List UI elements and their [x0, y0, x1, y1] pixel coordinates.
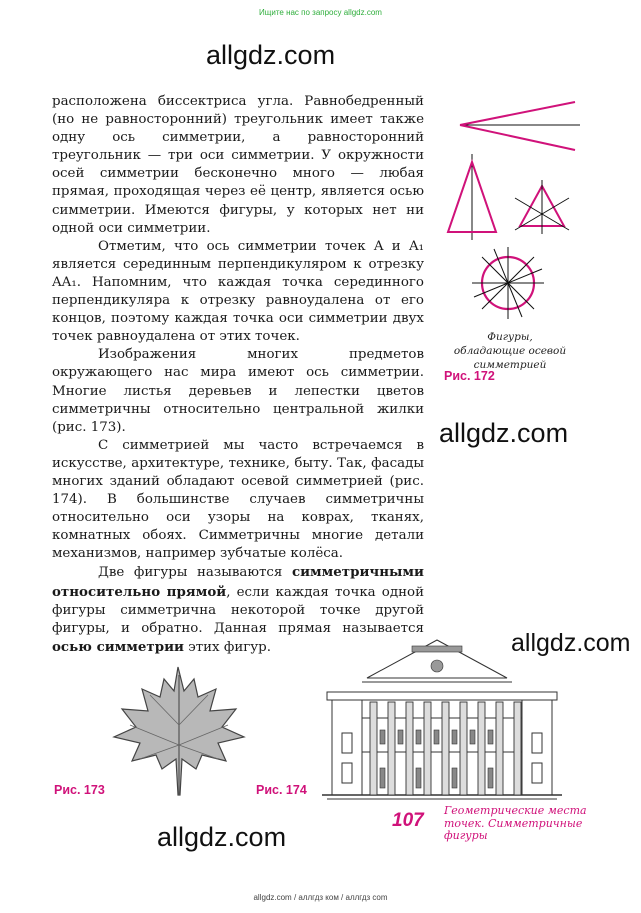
figure-label: Рис. 174 [256, 783, 307, 797]
figure-label: Рис. 172 [444, 369, 495, 383]
text-run: этих фигур. [183, 639, 271, 655]
term: осью симметрии [52, 638, 184, 655]
main-text [52, 93, 424, 657]
paragraph: Отметим, что ось симметрии точек A и A₁ является серединным перпендикуляром к отрезку AA₁. Напомним, что каждая точка серединного перпендикуляра к отрезку равноудалена от его концов, поэтому каждая точка оси симметрии двух точек равноудалена от этих точек. [52, 238, 424, 345]
watermark: allgdz.com [439, 418, 569, 448]
running-title: Геометрические места точек. Симметричные фигуры [444, 804, 587, 842]
watermark: allgdz.com [206, 40, 336, 70]
text-run: Две фигуры называются [98, 565, 292, 581]
isosceles-triangle-figure [440, 152, 510, 242]
figure-caption: Фигуры, обладающие осевой симметрией [453, 331, 567, 371]
maple-leaf-image [110, 665, 250, 800]
figure-label: Рис. 173 [54, 783, 105, 797]
page-number: 107 [392, 810, 424, 831]
angle-bisector-figure [440, 98, 590, 158]
paragraph: расположена биссектриса угла. Равнобедренный (но не равносторонний) треугольник имеет также одну ось симметрии, а равносторонний треугольник — три оси симметрии. У окружности осей симметрии бесконечно много — любая прямая, проходящая через её центр, является осью симметрии. Имеются фигуры, у которых нет ни одной оси симметрии. [52, 94, 424, 236]
term: симметричными относительно прямой [52, 564, 424, 600]
bottom-note: allgdz.com / аллгдз ком / аллгдз com [253, 893, 388, 902]
watermark: allgdz.com [157, 822, 287, 852]
top-note: Ищите нас по запросу allgdz.com [259, 8, 382, 17]
building-facade-image [322, 638, 562, 803]
watermark: allgdz.com [511, 629, 631, 657]
circle-axes-figure [470, 245, 560, 335]
paragraph: Изображения многих предметов окружающего нас мира имеют ось симметрии. Многие листья деревьев и лепестки цветов симметричны относительно центральной жилки (рис. 173). [52, 347, 424, 435]
text-run: , если каждая точка одной фигуры симметрична некоторой точке другой фигуры, и обратно. Данная прямая называется [52, 584, 424, 636]
paragraph: С симметрией мы часто встречаемся в искусстве, архитектуре, технике, быту. Так, фасады многих зданий обладают осевой симметрией (рис. 174). В большинстве случаев симметричны относительно оси узоры на коврах, тканях, комнатных обоях. Симметричны многие детали механизмов, например зубчатые колёса. [52, 437, 424, 562]
equilateral-triangle-figure [512, 178, 584, 242]
